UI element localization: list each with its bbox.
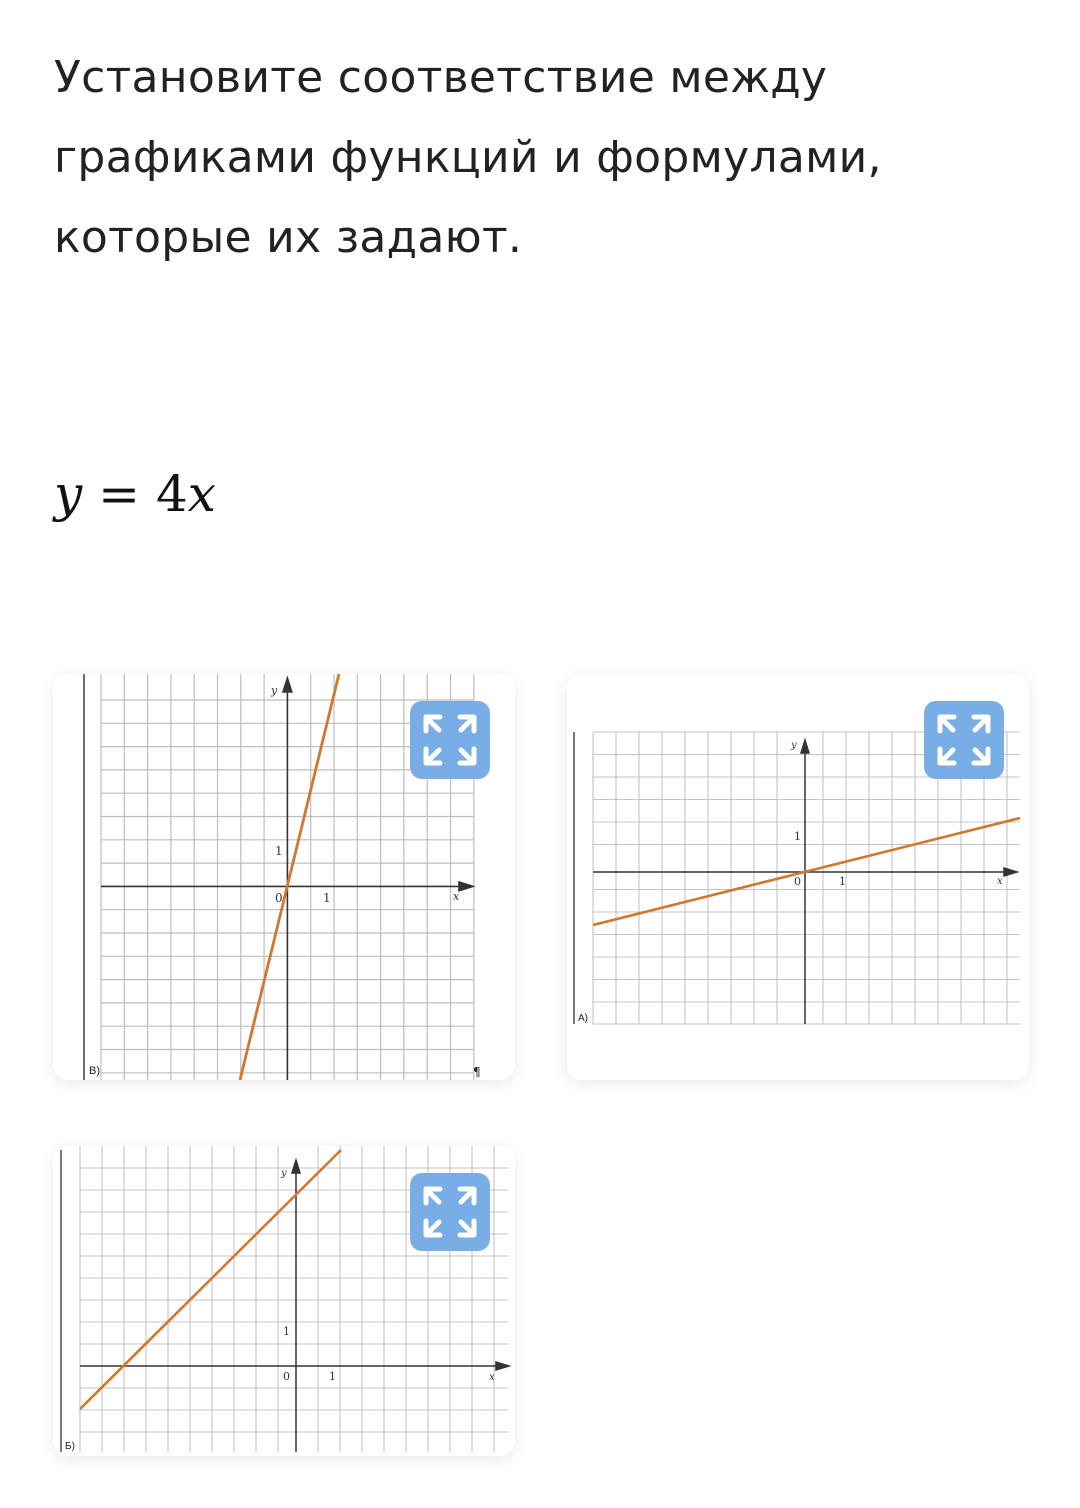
graph-b-x-tick-label: 1 [329, 1370, 336, 1383]
expand-button-v[interactable] [410, 701, 490, 779]
graph-b-function-line [80, 1150, 341, 1409]
formula-lhs: y [54, 465, 83, 523]
question-text [54, 38, 1014, 278]
graph-card-b[interactable] [53, 1146, 515, 1456]
expand-icon [410, 701, 490, 779]
formula-variable: x [187, 465, 216, 523]
graph-b-origin-label: 0 [283, 1370, 290, 1383]
graph-card-v[interactable] [53, 674, 515, 1080]
graph-a-origin-label: 0 [794, 875, 801, 888]
graph-v-y-tick-label: 1 [275, 844, 283, 858]
graph-v-x-axis-label: x [453, 890, 460, 903]
graph-v-function-line [240, 674, 339, 1080]
expand-icon [410, 1173, 490, 1251]
expand-button-b[interactable] [410, 1173, 490, 1251]
graph-a-label: А) [578, 1013, 588, 1024]
formula-coefficient: 4 [155, 465, 188, 523]
graph-v-paragraph-mark: ¶ [473, 1065, 481, 1079]
graph-card-a[interactable] [567, 674, 1029, 1080]
graph-a-x-axis-label: x [997, 876, 1003, 887]
graph-b-y-tick-label: 1 [283, 1325, 290, 1338]
question-line-3: которые их задают. [54, 212, 523, 263]
graph-v-x-tick-label: 1 [323, 891, 331, 905]
graph-a-x-tick-label: 1 [839, 875, 846, 888]
graph-b-label: Б) [65, 1441, 75, 1452]
graph-v-y-axis-label: y [271, 684, 278, 697]
question-line-2: графиками функций и формулами, [54, 132, 882, 183]
graph-b-x-axis-label: x [489, 1372, 495, 1383]
graph-b-y-axis-label: y [281, 1168, 287, 1179]
formula-equals: = [98, 465, 141, 523]
graph-a-y-axis-label: y [791, 740, 797, 751]
expand-icon [924, 701, 1004, 779]
graph-a-axes [593, 740, 1017, 1024]
graph-a-y-tick-label: 1 [794, 830, 801, 843]
expand-button-a[interactable] [924, 701, 1004, 779]
formula [54, 465, 216, 523]
graph-v-label: В) [89, 1065, 100, 1077]
question-line-1: Установите соответствие между [54, 52, 828, 103]
graph-v-origin-label: 0 [275, 891, 283, 905]
